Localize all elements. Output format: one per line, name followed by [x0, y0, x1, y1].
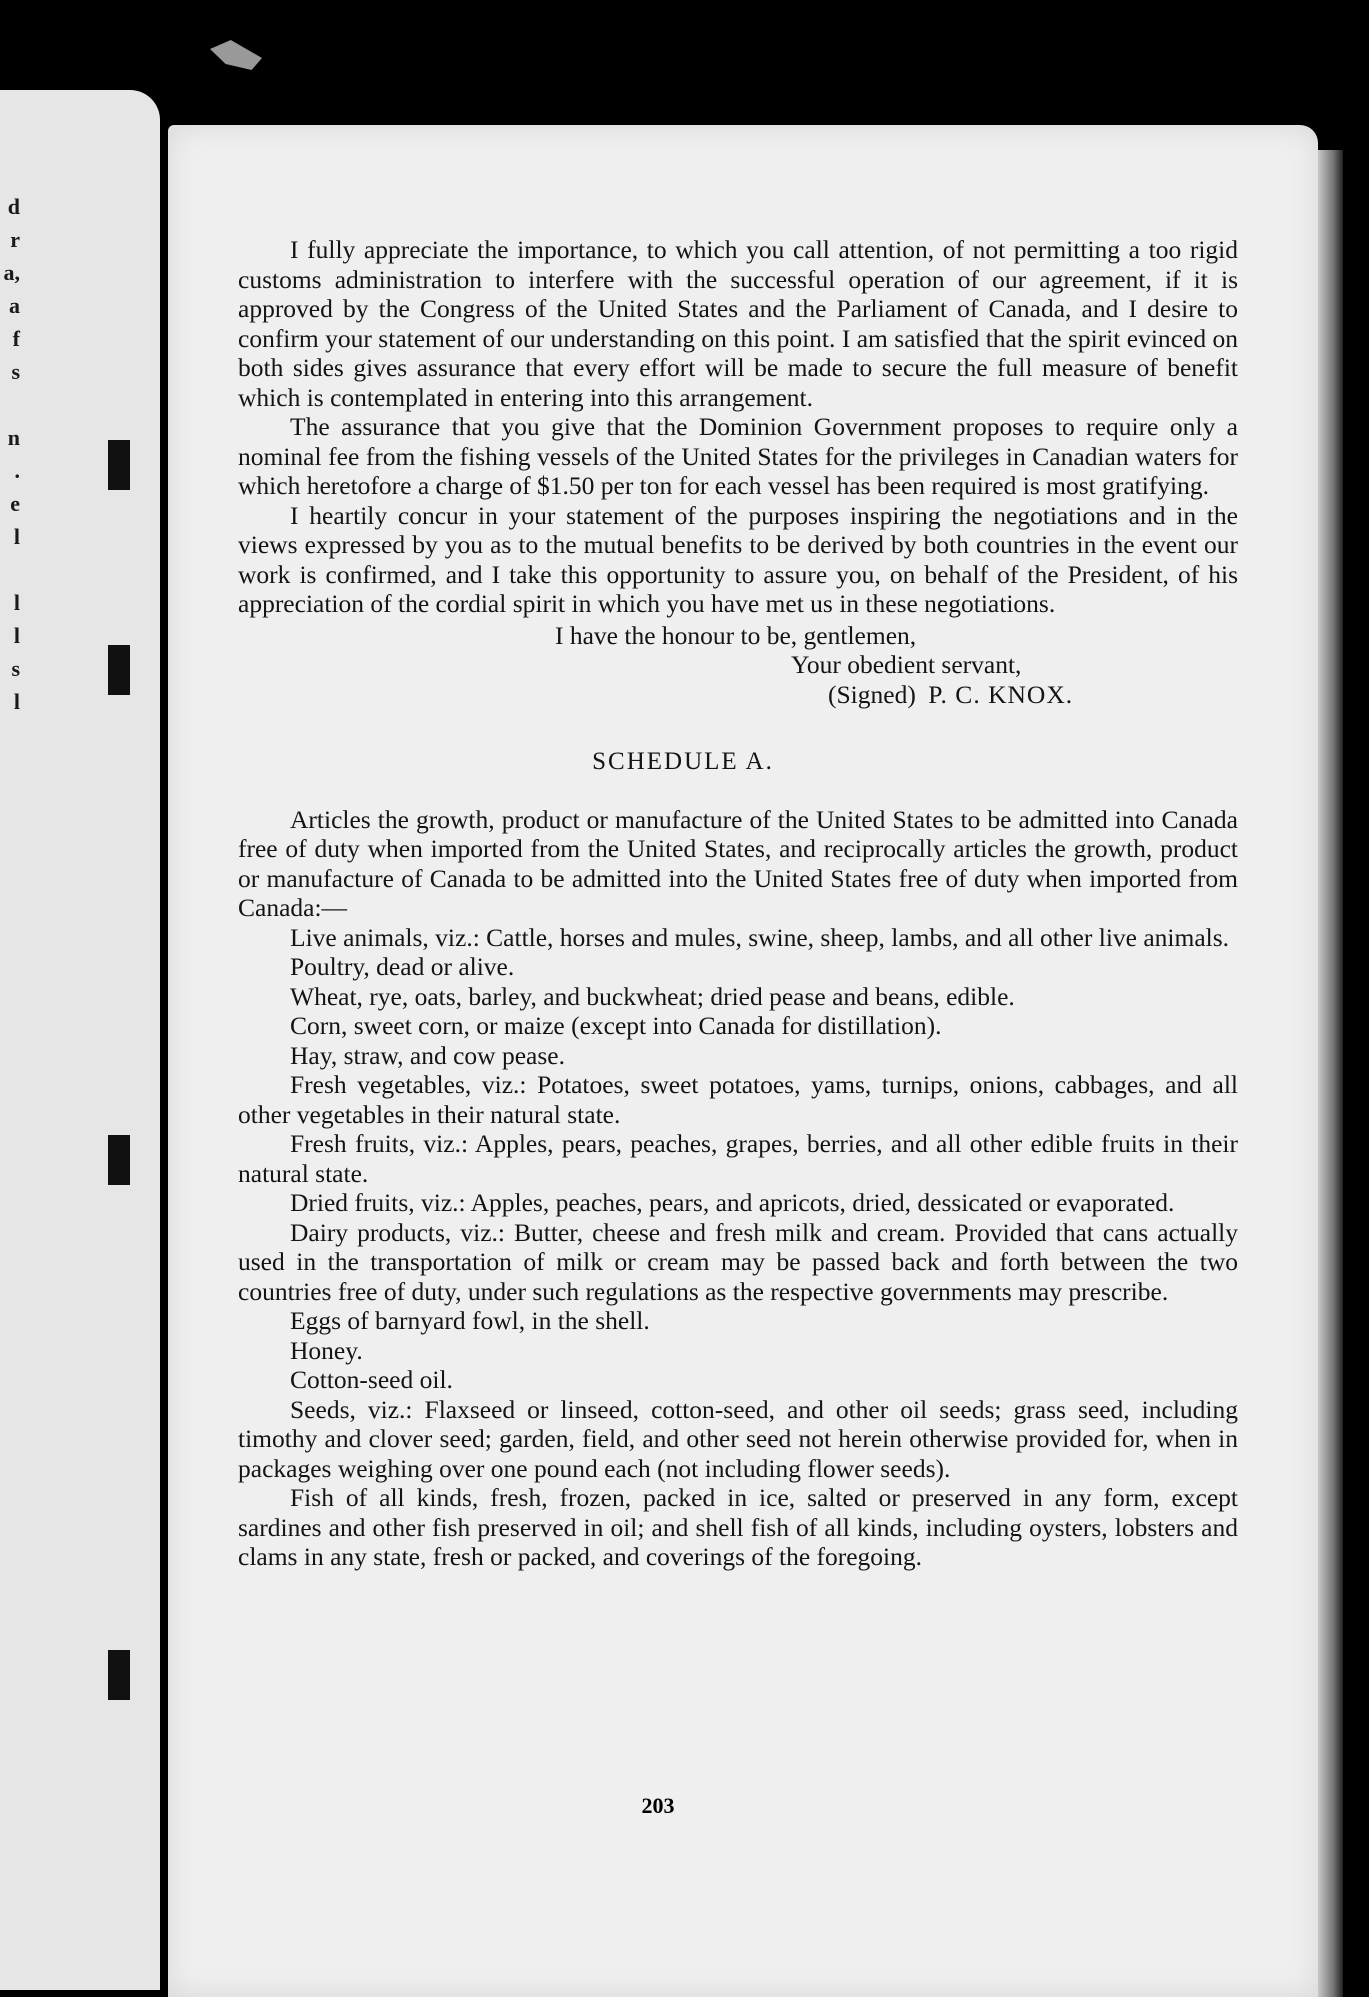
previous-page-fragment: l — [13, 689, 20, 714]
schedule-item: Corn, sweet corn, or maize (except into Canada for distillation). — [290, 1011, 942, 1040]
binding-notch — [108, 645, 130, 695]
schedule-item: Eggs of barnyard fowl, in the shell. — [290, 1306, 650, 1335]
book-spine-edge — [1318, 150, 1343, 1997]
schedule-item: Fish of all kinds, fresh, frozen, packed in ice, salted or preserved in any form, except sardines and other fish preserved in oil; and shell fish of all kinds, including oysters, lobsters and clams in any state, fresh or packed, and coverings of the foregoing. — [238, 1483, 1238, 1571]
previous-page-fragment: s — [11, 359, 20, 384]
closing-salutation: I have the honour to be, gentlemen, — [555, 620, 917, 650]
binding-notch — [108, 440, 130, 490]
schedule-item: Seeds, viz.: Flaxseed or linseed, cotton-seed, and other oil seeds; grass seed, including timothy and clover seed; garden, field, and other seed not herein otherwise provided for, when in packages weighing over one pound each (not including flower seeds). — [238, 1394, 1238, 1483]
schedule-item: Wheat, rye, oats, barley, and buckwheat; dried pease and beans, edible. — [290, 981, 1015, 1011]
page-body — [238, 235, 1238, 1572]
binding-notch — [108, 1650, 130, 1700]
page-number: 203 — [641, 1793, 675, 1818]
previous-page-fragment: e — [10, 491, 20, 516]
previous-page-fragment: l — [13, 590, 20, 615]
schedule-item: Honey. — [290, 1335, 363, 1365]
previous-page-fragment — [0, 388, 20, 421]
schedule-item: Fresh vegetables, viz.: Potatoes, sweet potatoes, yams, turnips, onions, cabbages, and all other vegetables in their natural state. — [238, 1070, 1238, 1129]
previous-page-fragment: . — [14, 458, 20, 483]
previous-page-fragment — [0, 553, 20, 586]
binding-notch — [108, 1135, 130, 1185]
previous-page-fragment: n — [7, 425, 20, 450]
previous-page-fragment: l — [13, 623, 20, 648]
schedule-item: Cotton-seed oil. — [290, 1365, 453, 1394]
schedule-item: Dairy products, viz.: Butter, cheese and fresh milk and cream. Provided that cans actually used in the transportation of milk or cream may be passed back and forth between the two countries free of duty, under such regulations as the respective governments may prescribe. — [238, 1217, 1238, 1306]
previous-page-fragment: a — [9, 293, 20, 318]
schedule-item: Live animals, viz.: Cattle, horses and mules, swine, sheep, lambs, and all other live animals. — [290, 922, 1230, 952]
signature-line — [828, 680, 1238, 710]
previous-page-fragment: a, — [3, 260, 20, 285]
previous-page — [0, 90, 160, 1990]
schedule-item: Poultry, dead or alive. — [290, 952, 515, 981]
previous-page-fragment: r — [10, 227, 20, 252]
closing-servant: Your obedient servant, — [791, 650, 1022, 679]
previous-page-fragment: d — [7, 194, 20, 219]
book-page — [168, 125, 1318, 1997]
signed-label: (Signed) — [828, 679, 916, 709]
letter-paragraph: I fully appreciate the importance, to which you call attention, of not permitting a too rigid customs administration to interfere with the successful operation of our agreement, if it is approved by the Congress of the United States and the Parliament of Canada, and I desire to confirm your statement of our understanding on this point. I am satisfied that the spirit evinced on both sides gives assurance that every effort will be made to secure the full measure of benefit which is contemplated in entering into this arrangement. — [238, 235, 1238, 412]
schedule-heading: SCHEDULE A. — [592, 748, 774, 775]
letter-paragraph: I heartily concur in your statement of the purposes inspiring the negotiations and in the views expressed by you as to the mutual benefits to be derived by both countries in the event our work is confirmed, and I take this opportunity to assure you, on behalf of the President, of his appreciation of the cordial spirit in which you have met us in these negotiations. — [238, 500, 1238, 618]
previous-page-fragment: f — [12, 326, 20, 351]
paper-scrap-mark — [210, 40, 262, 70]
previous-page-fragment: s — [11, 656, 20, 681]
letter-paragraph: The assurance that you give that the Dominion Government proposes to require only a nominal fee from the fishing vessels of the United States for the privileges in Canadian waters for which heretofore a charge of $1.50 per ton for each vessel has been required is most gratifying. — [238, 412, 1238, 500]
schedule-item: Articles the growth, product or manufacture of the United States to be admitted into Canada free of duty when imported from the United States, and reciprocally articles the growth, product or manufacture of Canada to be admitted into the United States free of duty when imported from Canada:— — [238, 804, 1238, 922]
schedule-item: Dried fruits, viz.: Apples, peaches, pears, and apricots, dried, dessicated or evaporated. — [290, 1188, 1175, 1217]
signature-name: P. C. KNOX. — [928, 679, 1074, 709]
schedule-item: Hay, straw, and cow pease. — [290, 1040, 565, 1070]
schedule-item: Fresh fruits, viz.: Apples, pears, peaches, grapes, berries, and all other edible fruits in their natural state. — [238, 1129, 1238, 1188]
previous-page-margin-text — [0, 190, 20, 718]
previous-page-fragment: l — [13, 524, 20, 549]
schedule-items — [238, 805, 1238, 1572]
